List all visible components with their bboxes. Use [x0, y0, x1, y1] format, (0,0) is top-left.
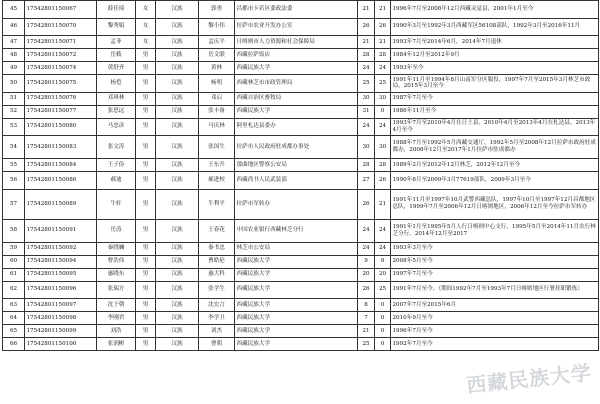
ethnicity-cell: 汉族	[156, 62, 199, 75]
ethnicity-cell: 汉族	[156, 1, 199, 19]
row-index: 57	[3, 189, 25, 219]
ethnicity-cell: 汉族	[156, 299, 199, 312]
row-index: 55	[3, 159, 25, 172]
relative-name: 牛利平	[199, 189, 235, 219]
gender-cell: 男	[136, 312, 156, 325]
person-name: 沈于朝	[97, 299, 136, 312]
id-number: 17542801150072	[25, 49, 97, 62]
years-in-tibet: 28	[358, 49, 375, 62]
gender-cell: 男	[136, 189, 156, 219]
relative-name: 邓启	[199, 92, 235, 105]
row-index: 46	[3, 18, 25, 36]
table-row	[3, 255, 599, 268]
gender-cell: 女	[136, 1, 156, 19]
id-number: 17542801150100	[25, 338, 97, 351]
gender-cell: 男	[136, 172, 156, 190]
ethnicity-cell: 汉族	[156, 325, 199, 338]
years-in-tibet: 27	[358, 172, 375, 190]
table-row	[3, 36, 599, 49]
years-in-tibet: 21	[358, 1, 375, 19]
gender-cell: 男	[136, 255, 156, 268]
id-number: 17542801150098	[25, 312, 97, 325]
ethnicity-cell: 汉族	[156, 268, 199, 281]
gender-cell: 女	[136, 36, 156, 49]
row-index: 59	[3, 242, 25, 255]
table-row	[3, 172, 599, 190]
person-name: 李刚君	[97, 312, 136, 325]
gender-cell: 男	[136, 62, 156, 75]
person-name: 张思远	[97, 105, 136, 118]
person-name: 岳涛	[97, 219, 136, 242]
service-history: 1991年1月至1995年5月人行日喀则中心支行，1995年5月至2014年11月农行林芝分行，2014年12月至2017	[391, 219, 599, 242]
row-index: 48	[3, 49, 25, 62]
id-number: 17542801150089	[25, 189, 97, 219]
years-counted: 28	[375, 159, 391, 172]
table-row	[3, 312, 599, 325]
ethnicity-cell: 汉族	[156, 105, 199, 118]
service-history: 1989年2月至2012年12月林芝，2012年12月至今	[391, 159, 599, 172]
years-counted: 24	[375, 118, 391, 136]
service-history: 1992年7月至今	[391, 338, 599, 351]
service-history: 2008年5月至今	[391, 255, 599, 268]
ethnicity-cell: 汉族	[156, 312, 199, 325]
years-in-tibet: 9	[358, 255, 375, 268]
work-unit: 西藏自治区畜牧局	[235, 92, 358, 105]
work-unit: 西藏民族大学	[235, 312, 358, 325]
person-name: 惠晓东	[97, 268, 136, 281]
person-name: 刘浩	[97, 325, 136, 338]
gender-cell: 男	[136, 242, 156, 255]
work-unit: 西藏民族大学	[235, 268, 358, 281]
ethnicity-cell: 汉族	[156, 242, 199, 255]
service-history: 1993年3月至今	[391, 242, 599, 255]
years-in-tibet: 24	[358, 62, 375, 75]
service-history: 1991年11月至1997年10月武警西藏总队，1997年10月至1997年12月昌都地区总队，1999年7月至2006年12月日喀则地区，2006年12月至今拉萨市军转办	[391, 189, 599, 219]
person-name: 岳筱	[97, 49, 136, 62]
table-row	[3, 281, 599, 299]
work-unit: 那曲地区警察公安局	[235, 159, 358, 172]
gender-cell: 女	[136, 18, 156, 36]
id-number: 17542801150067	[25, 1, 97, 19]
table-row	[3, 118, 599, 136]
table-row	[3, 105, 599, 118]
table-row	[3, 62, 599, 75]
gender-cell: 男	[136, 268, 156, 281]
row-index: 60	[3, 255, 25, 268]
ethnicity-cell: 汉族	[156, 172, 199, 190]
years-counted: 0	[375, 312, 391, 325]
gender-cell: 男	[136, 338, 156, 351]
years-counted: 21	[375, 1, 391, 19]
service-history: 1986年11月至今	[391, 105, 599, 118]
work-unit: 西藏民族大学	[235, 325, 358, 338]
ethnicity-cell: 汉族	[156, 255, 199, 268]
ethnicity-cell: 汉族	[156, 36, 199, 49]
relative-name: 张丰备	[199, 105, 235, 118]
ethnicity-cell: 汉族	[156, 18, 199, 36]
person-name: 杨恺	[97, 75, 136, 93]
relative-name: 曹皓伦	[199, 255, 235, 268]
person-name: 薛佳琦	[97, 1, 136, 19]
gender-cell: 男	[136, 325, 156, 338]
id-number: 17542801150097	[25, 299, 97, 312]
person-name: 曹浩伟	[97, 255, 136, 268]
table-row	[3, 219, 599, 242]
years-in-tibet: 26	[358, 18, 375, 36]
relative-name: 曹朝	[199, 338, 235, 351]
roster-rows	[3, 1, 599, 351]
id-number: 17542801150094	[25, 255, 97, 268]
row-index: 53	[3, 118, 25, 136]
service-history: 1996年7月至2008年12月西藏灵觉县，2001年1月至今	[391, 1, 599, 19]
relative-name: 孟庆平	[199, 36, 235, 49]
id-number: 17542801150091	[25, 219, 97, 242]
years-in-tibet: 20	[358, 268, 375, 281]
table-row	[3, 1, 599, 19]
id-number: 17542801150077	[25, 105, 97, 118]
service-history: 1988年7月至1992年5月西藏交通厅，1992年5月至2008年12月拉萨市政府驻成都办，2008年12月至2017年1月拉萨市驻成都办	[391, 136, 599, 159]
years-in-tibet: 24	[358, 242, 375, 255]
work-unit: 西藏林芝市市政管理局	[235, 75, 358, 93]
years-counted: 26	[375, 18, 391, 36]
person-name: 秦晓斓	[97, 242, 136, 255]
work-unit: 中国农业银行西藏林芝分行	[235, 219, 358, 242]
table-row	[3, 92, 599, 105]
id-number: 17542801150092	[25, 242, 97, 255]
service-history: 1993年7月至2014年6月，2014年7月退休	[391, 36, 599, 49]
table-row	[3, 242, 599, 255]
work-unit: 拉萨市军转办	[235, 189, 358, 219]
table-row	[3, 136, 599, 159]
years-counted: 26	[375, 172, 391, 190]
row-index: 61	[3, 268, 25, 281]
ethnicity-cell: 汉族	[156, 49, 199, 62]
service-history: 1990年3月至1992年3月西藏军区56108部队，1992年3月至2016年11月	[391, 18, 599, 36]
watermark-text: 西藏民族大学	[465, 360, 594, 398]
years-in-tibet: 28	[358, 159, 375, 172]
work-unit: 拉萨市农业开发办公室	[235, 18, 358, 36]
relative-name: 马庆林	[199, 118, 235, 136]
years-counted: 30	[375, 136, 391, 159]
person-name: 孟菲	[97, 36, 136, 49]
years-counted: 24	[375, 219, 391, 242]
years-counted: 25	[375, 281, 391, 299]
relative-name: 张国生	[199, 136, 235, 159]
service-history: 1993年7月至2010年4月在日土县，2010年4月至2013年4月在札达县，2013年4月至今	[391, 118, 599, 136]
years-counted: 0	[375, 105, 391, 118]
id-number: 17542801150070	[25, 18, 97, 36]
gender-cell: 男	[136, 299, 156, 312]
years-counted: 0	[375, 299, 391, 312]
id-number: 17542801150084	[25, 159, 97, 172]
relative-name: 郝进校	[199, 172, 235, 190]
work-unit: 西藏民族大学	[235, 338, 358, 351]
table-row	[3, 159, 599, 172]
work-unit: 西藏拉萨饭店	[235, 49, 358, 62]
years-in-tibet: 30	[358, 92, 375, 105]
id-number: 17542801150071	[25, 36, 97, 49]
service-history: 2010年9月至今	[391, 312, 599, 325]
work-unit: 日喀则市人力资源和社会保障局	[235, 36, 358, 49]
years-in-tibet: 24	[358, 118, 375, 136]
work-unit: 西藏民族大学	[235, 255, 358, 268]
gender-cell: 男	[136, 118, 156, 136]
row-index: 51	[3, 92, 25, 105]
table-row	[3, 75, 599, 93]
relative-name: 李学卫	[199, 312, 235, 325]
work-unit: 阿里札达县委办	[235, 118, 358, 136]
person-name: 黎秀娟	[97, 18, 136, 36]
ethnicity-cell: 汉族	[156, 92, 199, 105]
service-history: 1996年7月至今	[391, 325, 599, 338]
person-name: 张润彬	[97, 338, 136, 351]
service-history: 1987年7月至今	[391, 92, 599, 105]
work-unit: 西藏尚书人民武装部	[235, 172, 358, 190]
ethnicity-cell: 汉族	[156, 338, 199, 351]
ethnicity-cell: 汉族	[156, 281, 199, 299]
row-index: 50	[3, 75, 25, 93]
table-row	[3, 338, 599, 351]
person-name: 邓琪林	[97, 92, 136, 105]
relative-name: 岳文联	[199, 49, 235, 62]
ethnicity-cell: 汉族	[156, 75, 199, 93]
service-history: 1984年12月至2012年9月	[391, 49, 599, 62]
row-index: 65	[3, 325, 25, 338]
table-row	[3, 189, 599, 219]
service-history: 1997年7月至今	[391, 268, 599, 281]
gender-cell: 男	[136, 219, 156, 242]
person-name: 马忠彦	[97, 118, 136, 136]
relative-name: 秦书忠	[199, 242, 235, 255]
service-history: 1991年11月至1994年8月山南军分区服役，1997年7月至2015年3月林芝市政局，2015年3月至今	[391, 75, 599, 93]
row-index: 54	[3, 136, 25, 159]
years-in-tibet: 7	[358, 312, 375, 325]
service-history: 1991年7月至今。（期间1992年7月至1993年7月日喀则地区行署挂职锻炼）	[391, 281, 599, 299]
gender-cell: 男	[136, 49, 156, 62]
row-index: 47	[3, 36, 25, 49]
work-unit: 拉萨市人民政府驻成都办事处	[235, 136, 358, 159]
relative-name: 沈宏言	[199, 299, 235, 312]
years-counted: 25	[375, 75, 391, 93]
roster-table	[2, 0, 599, 351]
person-name: 牛轩	[97, 189, 136, 219]
years-in-tibet: 8	[358, 299, 375, 312]
table-row	[3, 325, 599, 338]
row-index: 62	[3, 281, 25, 299]
years-counted: 30	[375, 92, 391, 105]
id-number: 17542801150099	[25, 325, 97, 338]
years-in-tibet: 21	[358, 36, 375, 49]
id-number: 17542801150075	[25, 75, 97, 93]
relative-name: 惠大科	[199, 268, 235, 281]
relative-name: 张学生	[199, 281, 235, 299]
years-counted: 9	[375, 255, 391, 268]
relative-name: 黄林	[199, 62, 235, 75]
id-number: 17542801150074	[25, 62, 97, 75]
service-history: 1993年至今	[391, 62, 599, 75]
work-unit: 西藏民族大学	[235, 299, 358, 312]
years-counted: 20	[375, 268, 391, 281]
table-row	[3, 49, 599, 62]
person-name: 郝迪	[97, 172, 136, 190]
service-history: 1990年8月至2009年3月77619部队，2009年3月至今	[391, 172, 599, 190]
id-number: 17542801150076	[25, 92, 97, 105]
row-index: 64	[3, 312, 25, 325]
gender-cell: 男	[136, 92, 156, 105]
id-number: 17542801150096	[25, 281, 97, 299]
gender-cell: 男	[136, 159, 156, 172]
years-counted: 0	[375, 338, 391, 351]
relative-name: 王东升	[199, 159, 235, 172]
years-in-tibet: 24	[358, 219, 375, 242]
years-in-tibet: 21	[358, 325, 375, 338]
id-number: 17542801150080	[25, 118, 97, 136]
relative-name: 杨明	[199, 75, 235, 93]
ethnicity-cell: 汉族	[156, 159, 199, 172]
table-row	[3, 299, 599, 312]
gender-cell: 男	[136, 105, 156, 118]
row-index: 56	[3, 172, 25, 190]
id-number: 17542801150083	[25, 136, 97, 159]
gender-cell: 男	[136, 281, 156, 299]
work-unit: 林芝市公安局	[235, 242, 358, 255]
years-in-tibet: 25	[358, 338, 375, 351]
service-history: 2007年7月至2015年6月	[391, 299, 599, 312]
years-in-tibet: 31	[358, 105, 375, 118]
years-counted: 24	[375, 242, 391, 255]
row-index: 66	[3, 338, 25, 351]
years-in-tibet: 26	[358, 281, 375, 299]
relative-name: 王春花	[199, 219, 235, 242]
work-unit: 西藏民族大学	[235, 281, 358, 299]
person-name: 王子俭	[97, 159, 136, 172]
years-counted: 24	[375, 62, 391, 75]
work-unit: 昌都市卡若区委政法委	[235, 1, 358, 19]
work-unit: 西藏民族大学	[235, 105, 358, 118]
years-counted: 21	[375, 36, 391, 49]
person-name: 张文涛	[97, 136, 136, 159]
years-in-tibet: 26	[358, 189, 375, 219]
row-index: 63	[3, 299, 25, 312]
id-number: 17542801150095	[25, 268, 97, 281]
years-counted: 28	[375, 49, 391, 62]
row-index: 58	[3, 219, 25, 242]
ethnicity-cell: 汉族	[156, 136, 199, 159]
years-counted: 21	[375, 189, 391, 219]
row-index: 52	[3, 105, 25, 118]
relative-name: 郭勇	[199, 1, 235, 19]
years-in-tibet: 30	[358, 136, 375, 159]
table-row	[3, 268, 599, 281]
ethnicity-cell: 汉族	[156, 118, 199, 136]
relative-name: 黎小伟	[199, 18, 235, 36]
years-counted: 0	[375, 325, 391, 338]
row-index: 45	[3, 1, 25, 19]
relative-name: 刘杰	[199, 325, 235, 338]
person-name: 黄舒齐	[97, 62, 136, 75]
work-unit: 西藏民族大学	[235, 62, 358, 75]
row-index: 49	[3, 62, 25, 75]
ethnicity-cell: 汉族	[156, 219, 199, 242]
table-row	[3, 18, 599, 36]
gender-cell: 男	[136, 136, 156, 159]
ethnicity-cell: 汉族	[156, 189, 199, 219]
person-name: 张瑞方	[97, 281, 136, 299]
id-number: 17542801150086	[25, 172, 97, 190]
gender-cell: 男	[136, 75, 156, 93]
years-in-tibet: 25	[358, 75, 375, 93]
